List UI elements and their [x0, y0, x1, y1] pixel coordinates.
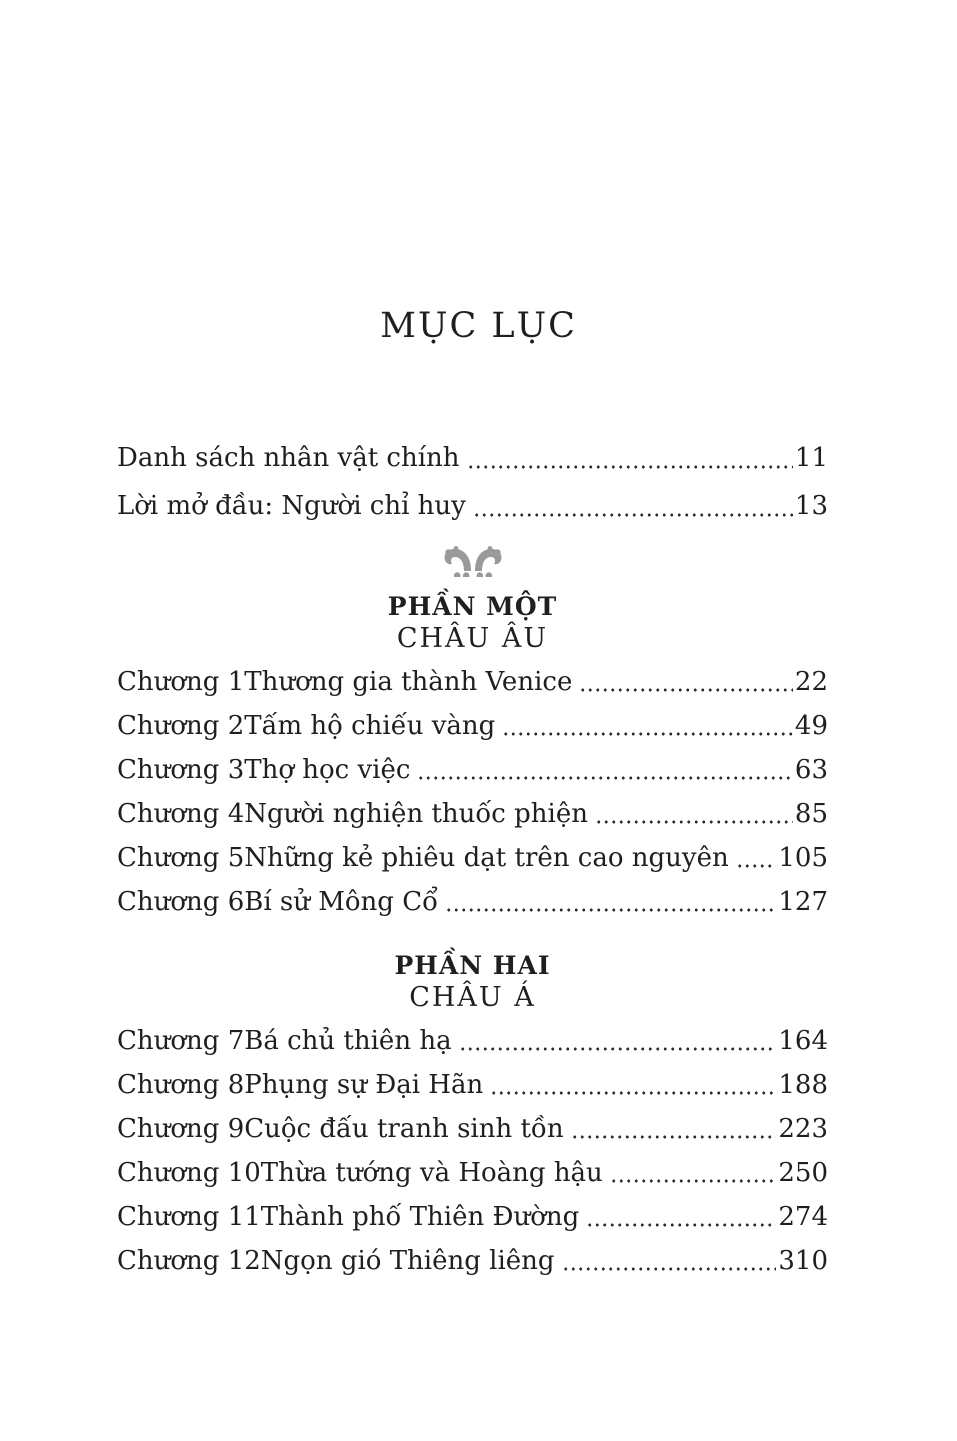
- page-number: 250: [778, 1158, 828, 1188]
- dot-leader: [571, 1107, 777, 1151]
- chapter-label: Chương 7: [117, 1026, 245, 1056]
- toc-entry[interactable]: [117, 1063, 828, 1107]
- page-title: MỤC LỤC: [380, 306, 577, 346]
- dot-leader: [467, 434, 793, 482]
- chapter-label: Chương 1: [117, 667, 245, 697]
- entry-title: Cuộc đấu tranh sinh tồn: [244, 1114, 564, 1144]
- dot-leader: [445, 880, 776, 924]
- toc-entry[interactable]: [117, 1239, 828, 1283]
- page-number: 127: [778, 887, 828, 917]
- chapter-label: Chương 12: [117, 1246, 261, 1276]
- elephant-ornament-icon: [441, 544, 505, 580]
- dot-leader: [610, 1151, 777, 1195]
- region-title: CHÂU ÂU: [396, 623, 549, 654]
- dot-leader: [586, 1195, 776, 1239]
- entry-title: Người nghiện thuốc phiện: [244, 799, 588, 829]
- dot-leader: [579, 660, 793, 704]
- entry-title: Tấm hộ chiếu vàng: [244, 711, 496, 741]
- entry-title: Thương gia thành Venice: [244, 667, 573, 697]
- chapter-label: Chương 4: [117, 799, 245, 829]
- dot-leader: [459, 1019, 777, 1063]
- entry-title: Thợ học việc: [244, 755, 411, 785]
- chapter-label: Chương 10: [117, 1158, 261, 1188]
- toc-entry[interactable]: [117, 482, 828, 530]
- toc-section: [117, 951, 828, 1283]
- chapter-label: Chương 8: [117, 1070, 245, 1100]
- page-number: 63: [794, 755, 828, 785]
- chapter-label: Chương 11: [117, 1202, 261, 1232]
- entry-title: Thành phố Thiên Đường: [260, 1202, 580, 1232]
- chapter-list: [117, 1019, 828, 1283]
- page-number: 223: [778, 1114, 828, 1144]
- entry-title: Những kẻ phiêu dạt trên cao nguyên: [244, 843, 729, 873]
- entry-title: Ngọn gió Thiêng liêng: [260, 1246, 555, 1276]
- part-title: PHẦN MỘT: [387, 592, 558, 621]
- part-title: PHẦN HAI: [394, 951, 551, 980]
- chapter-label: Chương 3: [117, 755, 245, 785]
- entry-title: Phụng sự Đại Hãn: [244, 1070, 484, 1100]
- dot-leader: [417, 748, 792, 792]
- entry-title: Bí sử Mông Cổ: [244, 887, 439, 917]
- entry-title: Lời mở đầu: Người chỉ huy: [117, 491, 466, 521]
- page-number: 22: [794, 667, 828, 697]
- sections-container: [117, 592, 828, 1283]
- dot-leader: [595, 792, 793, 836]
- dot-leader: [490, 1063, 776, 1107]
- chapter-label: Chương 2: [117, 711, 245, 741]
- chapter-label: Chương 6: [117, 887, 245, 917]
- page-number: 13: [794, 491, 828, 521]
- front-matter-list: [117, 434, 828, 530]
- chapter-list: [117, 660, 828, 924]
- toc-section: [117, 592, 828, 924]
- toc-entry[interactable]: [117, 836, 828, 880]
- entry-title: Bá chủ thiên hạ: [244, 1026, 452, 1056]
- region-title: CHÂU Á: [409, 982, 536, 1013]
- toc-entry[interactable]: [117, 1151, 828, 1195]
- dot-leader: [562, 1239, 777, 1283]
- dot-leader: [736, 836, 777, 880]
- toc-entry[interactable]: [117, 748, 828, 792]
- page-number: 310: [778, 1246, 828, 1276]
- toc-entry[interactable]: [117, 792, 828, 836]
- toc-entry[interactable]: [117, 1019, 828, 1063]
- page-number: 274: [778, 1202, 828, 1232]
- dot-leader: [473, 482, 793, 530]
- page-number: 11: [794, 443, 828, 473]
- entry-title: Danh sách nhân vật chính: [117, 443, 460, 473]
- page-number: 85: [794, 799, 828, 829]
- toc-entry[interactable]: [117, 704, 828, 748]
- page-number: 164: [778, 1026, 828, 1056]
- chapter-label: Chương 9: [117, 1114, 245, 1144]
- section-divider-ornament: [117, 544, 828, 580]
- entry-title: Thừa tướng và Hoàng hậu: [260, 1158, 603, 1188]
- toc-entry[interactable]: [117, 880, 828, 924]
- toc-entry[interactable]: [117, 1107, 828, 1151]
- page-number: 49: [794, 711, 828, 741]
- toc-entry[interactable]: [117, 434, 828, 482]
- chapter-label: Chương 5: [117, 843, 245, 873]
- dot-leader: [502, 704, 793, 748]
- toc-entry[interactable]: [117, 1195, 828, 1239]
- page-number: 105: [778, 843, 828, 873]
- page-number: 188: [778, 1070, 828, 1100]
- toc-entry[interactable]: [117, 660, 828, 704]
